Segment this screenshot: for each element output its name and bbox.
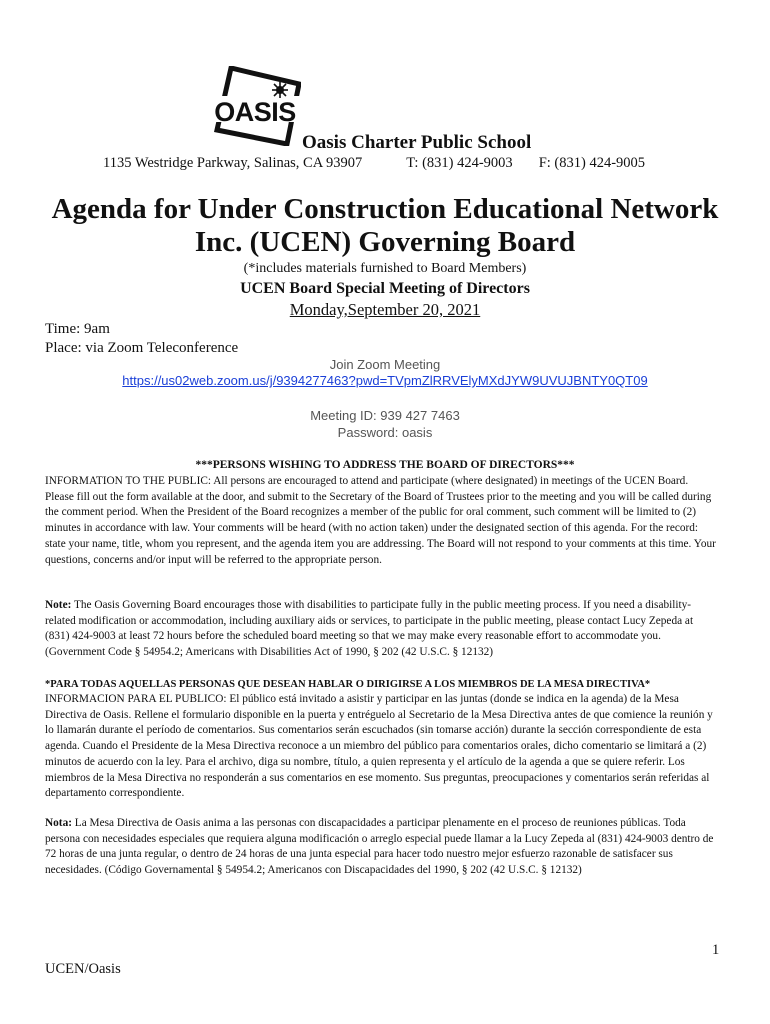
zoom-meeting-link[interactable]: https://us02web.zoom.us/j/9394277463?pwd=TVpmZlRRVElyMXdJYW9UVUJBNTY0QT09: [122, 373, 648, 388]
note-text: The Oasis Governing Board encourages those with disabilities to participate fully in the public meeting process. If you need a disability-related modification or accommodation, including auxiliary aids or services, to participate in the public meeting, please contact Lucy Zepeda at (831) 424-9003 at least 72 hours before the scheduled board meeting so that we may make every reasonable effort to accommodate you. (Government Code § 54954.2; Americans with Disabilities Act of 1990, § 202 (42 U.S.C. § 12132): [45, 599, 694, 659]
oasis-logo-graphic: [209, 66, 301, 146]
agenda-title-line-2: Inc. (UCEN) Governing Board: [194, 226, 576, 258]
nota-label: Nota:: [45, 817, 72, 829]
zoom-meeting-id: Meeting ID: 939 427 7463: [310, 408, 460, 423]
oasis-logo: [209, 66, 301, 146]
meeting-place: Place: via Zoom Teleconference: [45, 340, 239, 356]
meeting-date: Monday,September 20, 2021: [289, 300, 481, 319]
school-name: Oasis Charter Public School: [302, 132, 532, 153]
school-address: 1135 Westridge Parkway, Salinas, CA 93907: [103, 155, 363, 171]
school-fax: F: (831) 424-9005: [538, 155, 646, 171]
address-line: [103, 155, 645, 172]
public-comment-heading: ***PERSONS WISHING TO ADDRESS THE BOARD OF DIRECTORS***: [195, 459, 575, 471]
spanish-info-paragraph: INFORMACION PARA EL PUBLICO: El público está invitado a asistir y participar en las juntas (donde se indica en la agenda) de la Mesa Directiva de Oasis. Rellene el formulario disponible en la puerta y entréguelo al Secretario de la Mesa Directiva antes de que comience la reunión y lo llamarán durante el período de comentarios. Sus comentarios serán escuchados (sin tomarse acción) durante la sección correspondiente de esta agenda. Cuando el Presidente de la Mesa Directiva reconoce a un miembro del público para comentarios orales, dicho comentario se limitará a (2) minutos de acuerdo con la ley. Para el archivo, diga su nombre, título, a quien representa y el artículo de la agenda a que se quiere referir. Los miembros de la Mesa Directiva no responderán a sus comentarios en ese momento. Sus preguntas, preocupaciones y comentarios serán referidas al departamento correspondiente.: [45, 693, 713, 800]
page-number: 1: [712, 942, 720, 958]
zoom-join-label: Join Zoom Meeting: [329, 357, 441, 372]
public-info-paragraph: INFORMATION TO THE PUBLIC: All persons are encouraged to attend and participate (where designated) in meetings of the UCEN Board. Please fill out the form available at the door, and submit to the Secretary of the Board of Trustees prior to the meeting and you will be called during the comment period. When the President of the Board recognizes a member of the public for oral comment, such comment will be limited to (2) minutes in accordance with law. Your comments will be heard (with no action taken) under the designated section of this agenda. For the record: state your name, title, whom you represent, and the agenda item you are addressing. The Board will not respond to your comments at this time. Your questions, concerns and/or input will be referred to the appropriate person.: [45, 475, 716, 566]
sun-star-icon: [272, 82, 288, 98]
school-phone: T: (831) 424-9003: [406, 155, 513, 171]
note-label: Note:: [45, 599, 72, 611]
footer-organization: UCEN/Oasis: [45, 961, 121, 977]
meeting-time: Time: 9am: [45, 321, 110, 337]
materials-note: (*includes materials furnished to Board Members): [243, 261, 527, 276]
logo-wordmark: OASIS: [214, 97, 296, 127]
zoom-password: Password: oasis: [337, 425, 433, 440]
spanish-comment-heading: *PARA TODAS AQUELLAS PERSONAS QUE DESEAN HABLAR O DIRIGIRSE A LOS MIEMBROS DE LA MESA DIRECTIVA*: [45, 679, 651, 690]
nota-text: La Mesa Directiva de Oasis anima a las personas con discapacidades a participar plenamente en el proceso de reuniones públicas. Toda persona con necesidades especiales que requiera alguna modificación o arreglo especial puede llamar a la Lucy Zepeda al (831) 424-9003 dentro de 72 horas de una junta regular, o dentro de 24 horas de una junta especial para hacer todo nuestro mejor esfuerzo razonable de satisfacer sus necesidades. (Código Governamental § 54954.2; Americanos con Discapacidades del 1990, § 202 (42 U.S.C. § 12132): [45, 817, 714, 877]
agenda-title-line-1: Agenda for Under Construction Educational Network: [51, 193, 719, 225]
disability-note-paragraph: [45, 598, 717, 661]
agenda-title: [0, 193, 770, 259]
meeting-type: UCEN Board Special Meeting of Directors: [240, 280, 530, 297]
spanish-disability-note-paragraph: [45, 816, 717, 879]
